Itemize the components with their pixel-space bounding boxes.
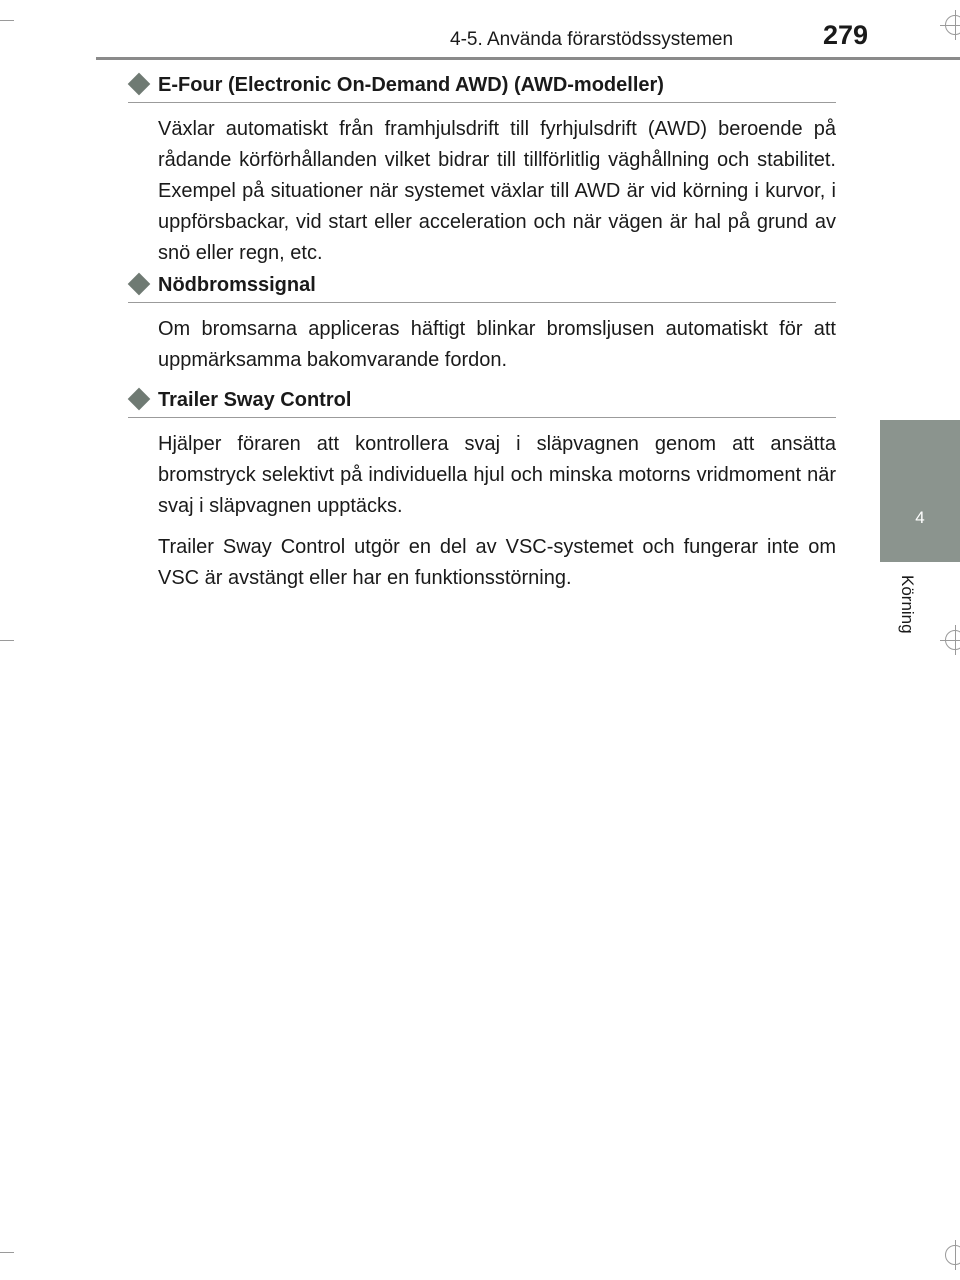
page-number: 279	[823, 20, 869, 50]
chapter-tab-number: 4	[915, 508, 925, 527]
crop-mark	[0, 1252, 14, 1253]
heading-text: Nödbromssignal	[158, 274, 316, 296]
heading-text: E-Four (Electronic On-Demand AWD) (AWD-modeller)	[158, 74, 664, 96]
body-paragraph: Växlar automatiskt från framhjulsdrift till fyrhjulsdrift (AWD) beroende på rådande körförhållanden vilket bidrar till tillförlitlig väghållning och stabilitet. Exempel på situationer när systemet växlar till AWD är vid körning i kurvor, i uppförsbackar, vid start eller acceleration och när vägen är hal på grund av snö eller regn, etc.	[158, 118, 836, 264]
section-heading	[128, 72, 836, 103]
header-rule	[96, 57, 960, 60]
registration-circle-icon	[945, 1245, 960, 1265]
page-header	[0, 0, 960, 60]
chapter-tab	[880, 420, 960, 562]
section-heading	[128, 387, 836, 418]
diamond-bullet-icon	[128, 388, 151, 411]
section-emergency-brake-signal	[128, 272, 836, 376]
heading-text: Trailer Sway Control	[158, 389, 352, 411]
body-paragraph: Om bromsarna appliceras häftigt blinkar bromsljusen automatiskt för att uppmärksamma bakomvarande fordon.	[158, 318, 836, 371]
registration-circle-icon	[945, 630, 960, 650]
section-e-four	[128, 72, 836, 269]
diamond-bullet-icon	[128, 73, 151, 96]
chapter-title: 4-5. Använda förarstödssystemen	[450, 29, 734, 50]
diamond-bullet-icon	[128, 273, 151, 296]
crop-mark	[0, 640, 14, 641]
body-paragraph: Trailer Sway Control utgör en del av VSC-systemet och fungerar inte om VSC är avstängt eller har en funktionsstörning.	[158, 536, 836, 589]
body-paragraph: Hjälper föraren att kontrollera svaj i släpvagnen genom att ansätta bromstryck selektivt på individuella hjul och minska motorns vridmoment när svaj i släpvagnen upptäcks.	[158, 433, 836, 517]
section-trailer-sway-control	[128, 387, 836, 594]
section-heading	[128, 272, 836, 303]
chapter-tab-label: Körning	[898, 575, 917, 634]
